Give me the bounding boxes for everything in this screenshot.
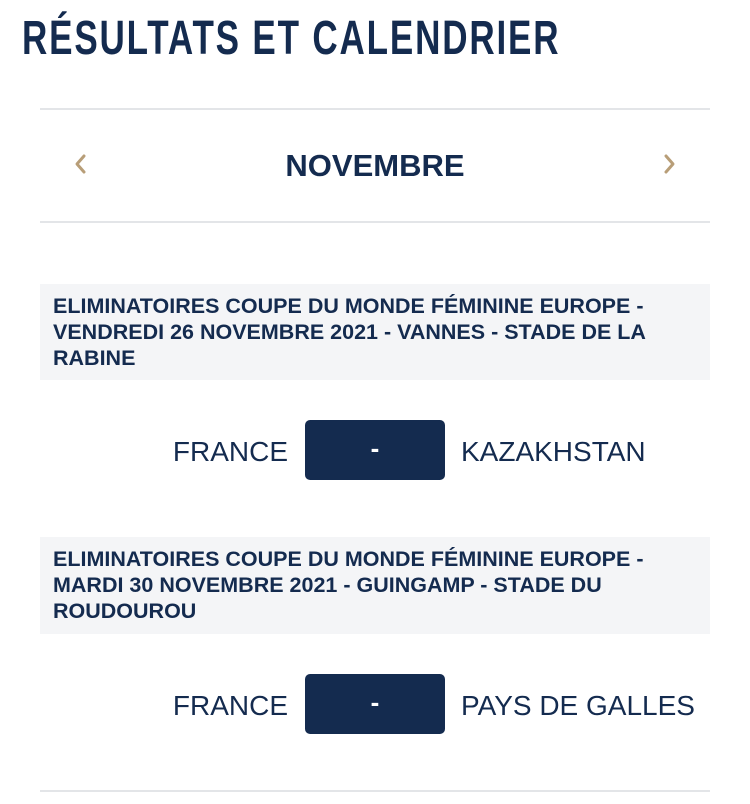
score-box[interactable]: - <box>305 674 445 734</box>
match-header: ELIMINATOIRES COUPE DU MONDE FÉMININE EUROPE - MARDI 30 NOVEMBRE 2021 - GUINGAMP - STADE DU ROUDOUROU <box>40 537 710 634</box>
chevron-right-icon[interactable] <box>660 152 680 176</box>
divider <box>40 790 710 792</box>
page-title: RÉSULTATS ET CALENDRIER <box>22 12 561 65</box>
home-team: FRANCE <box>172 436 288 467</box>
match-row[interactable] <box>0 420 750 480</box>
match-header: ELIMINATOIRES COUPE DU MONDE FÉMININE EUROPE - VENDREDI 26 NOVEMBRE 2021 - VANNES - STADE DE LA RABINE <box>40 284 710 380</box>
month-navigator <box>40 108 710 223</box>
away-team: PAYS DE GALLES <box>461 690 695 721</box>
month-label: NOVEMBRE <box>285 148 465 183</box>
score-box[interactable]: - <box>305 420 445 480</box>
home-team: FRANCE <box>172 690 288 721</box>
away-team: KAZAKHSTAN <box>461 436 646 467</box>
match-row[interactable] <box>0 674 750 734</box>
